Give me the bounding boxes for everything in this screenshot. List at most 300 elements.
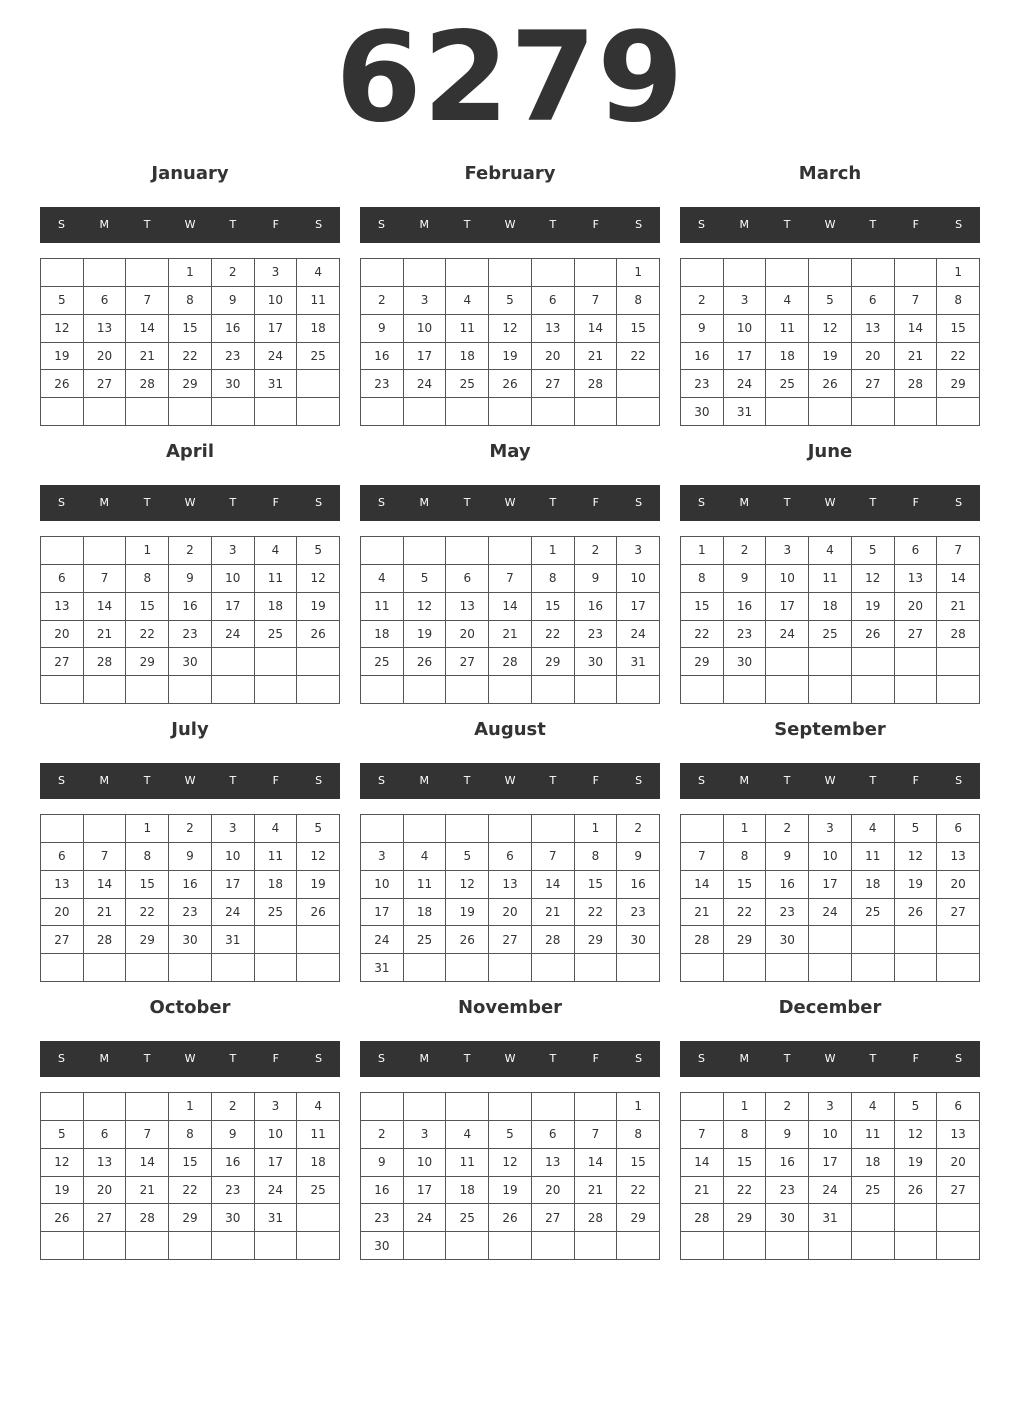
empty-day-cell xyxy=(852,1204,895,1232)
empty-day-cell xyxy=(809,676,852,704)
empty-day-cell xyxy=(724,1232,767,1260)
day-cell: 8 xyxy=(617,1121,660,1149)
day-cell: 2 xyxy=(212,259,255,287)
weekday-label: W xyxy=(184,218,196,231)
day-grid xyxy=(680,258,980,426)
day-cell: 16 xyxy=(766,871,809,899)
weekday-label: W xyxy=(184,496,196,509)
day-cell: 1 xyxy=(169,259,212,287)
weekday-label: S xyxy=(57,774,65,787)
day-cell: 22 xyxy=(169,343,212,371)
weekday-label: T xyxy=(549,774,557,787)
weekday-label: S xyxy=(315,218,323,231)
day-cell: 13 xyxy=(41,871,84,899)
weekday-label: T xyxy=(869,1052,877,1065)
day-cell: 26 xyxy=(297,899,340,927)
day-cell: 28 xyxy=(84,926,127,954)
day-cell: 10 xyxy=(404,315,447,343)
day-grid xyxy=(680,1092,980,1260)
day-cell: 4 xyxy=(361,565,404,593)
day-cell: 18 xyxy=(255,871,298,899)
empty-day-cell xyxy=(41,398,84,426)
day-cell: 28 xyxy=(895,370,938,398)
day-grid xyxy=(680,536,980,704)
day-cell: 17 xyxy=(404,343,447,371)
day-cell: 17 xyxy=(404,1177,447,1205)
day-cell: 25 xyxy=(255,621,298,649)
weekday-label: W xyxy=(504,1052,516,1065)
day-cell: 16 xyxy=(724,593,767,621)
day-cell: 15 xyxy=(937,315,980,343)
day-cell: 24 xyxy=(361,926,404,954)
day-cell: 10 xyxy=(766,565,809,593)
day-cell: 5 xyxy=(895,815,938,843)
day-cell: 26 xyxy=(895,1177,938,1205)
day-cell: 5 xyxy=(404,565,447,593)
day-cell: 24 xyxy=(255,343,298,371)
weekday-label: S xyxy=(377,496,385,509)
day-cell: 13 xyxy=(895,565,938,593)
weekday-label: T xyxy=(463,1052,471,1065)
day-cell: 19 xyxy=(895,1149,938,1177)
day-cell: 1 xyxy=(169,1093,212,1121)
weekday-label: T xyxy=(463,496,471,509)
weekday-label: M xyxy=(99,1052,110,1065)
weekday-label: T xyxy=(463,218,471,231)
empty-day-cell xyxy=(297,1204,340,1232)
day-cell: 22 xyxy=(126,621,169,649)
empty-day-cell xyxy=(489,676,532,704)
day-cell: 3 xyxy=(361,843,404,871)
empty-day-cell xyxy=(766,398,809,426)
empty-day-cell xyxy=(489,1093,532,1121)
day-cell: 23 xyxy=(361,1204,404,1232)
day-cell: 7 xyxy=(126,1121,169,1149)
empty-day-cell xyxy=(575,259,618,287)
day-cell: 27 xyxy=(446,648,489,676)
day-cell: 18 xyxy=(852,871,895,899)
empty-day-cell xyxy=(489,1232,532,1260)
day-cell: 14 xyxy=(937,565,980,593)
empty-day-cell xyxy=(361,676,404,704)
weekday-label: W xyxy=(504,774,516,787)
empty-day-cell xyxy=(255,398,298,426)
day-cell: 26 xyxy=(852,621,895,649)
day-cell: 20 xyxy=(41,621,84,649)
day-cell: 20 xyxy=(937,871,980,899)
day-cell: 1 xyxy=(126,537,169,565)
day-cell: 1 xyxy=(681,537,724,565)
weekday-label: W xyxy=(184,774,196,787)
weekday-label: S xyxy=(377,1052,385,1065)
day-cell: 14 xyxy=(532,871,575,899)
empty-day-cell xyxy=(212,398,255,426)
empty-day-cell xyxy=(532,676,575,704)
empty-day-cell xyxy=(169,676,212,704)
day-cell: 5 xyxy=(297,537,340,565)
day-cell: 20 xyxy=(852,343,895,371)
weekday-label: S xyxy=(955,496,963,509)
day-cell: 13 xyxy=(532,315,575,343)
day-cell: 19 xyxy=(404,621,447,649)
weekday-label: T xyxy=(869,218,877,231)
empty-day-cell xyxy=(489,537,532,565)
empty-day-cell xyxy=(809,398,852,426)
empty-day-cell xyxy=(489,259,532,287)
empty-day-cell xyxy=(404,398,447,426)
month-title: July xyxy=(171,719,209,740)
day-cell: 13 xyxy=(84,315,127,343)
month-title: August xyxy=(474,719,546,740)
empty-day-cell xyxy=(852,1232,895,1260)
day-cell: 25 xyxy=(297,343,340,371)
day-cell: 23 xyxy=(169,621,212,649)
weekday-label: S xyxy=(377,774,385,787)
day-cell: 14 xyxy=(84,593,127,621)
day-cell: 6 xyxy=(41,565,84,593)
day-cell: 21 xyxy=(575,343,618,371)
empty-day-cell xyxy=(126,1093,169,1121)
weekday-label: T xyxy=(549,1052,557,1065)
day-cell: 6 xyxy=(532,287,575,315)
day-cell: 9 xyxy=(212,287,255,315)
weekday-label: T xyxy=(229,218,237,231)
day-cell: 28 xyxy=(575,370,618,398)
empty-day-cell xyxy=(361,815,404,843)
empty-day-cell xyxy=(617,954,660,982)
weekday-header xyxy=(680,207,980,243)
day-cell: 22 xyxy=(617,343,660,371)
day-cell: 12 xyxy=(404,593,447,621)
day-grid xyxy=(40,258,340,426)
day-cell: 8 xyxy=(724,843,767,871)
day-cell: 11 xyxy=(255,843,298,871)
day-cell: 20 xyxy=(41,899,84,927)
weekday-label: W xyxy=(824,218,836,231)
weekday-label: F xyxy=(592,1052,599,1065)
day-cell: 9 xyxy=(169,565,212,593)
weekday-label: M xyxy=(99,774,110,787)
empty-day-cell xyxy=(681,1093,724,1121)
day-cell: 21 xyxy=(84,621,127,649)
day-cell: 24 xyxy=(212,621,255,649)
empty-day-cell xyxy=(404,954,447,982)
day-cell: 29 xyxy=(724,926,767,954)
day-cell: 25 xyxy=(766,370,809,398)
day-cell: 27 xyxy=(41,926,84,954)
day-cell: 13 xyxy=(41,593,84,621)
empty-day-cell xyxy=(255,676,298,704)
empty-day-cell xyxy=(255,648,298,676)
empty-day-cell xyxy=(361,537,404,565)
weekday-label: T xyxy=(869,774,877,787)
day-cell: 4 xyxy=(446,287,489,315)
empty-day-cell xyxy=(532,1093,575,1121)
weekday-label: F xyxy=(592,218,599,231)
day-cell: 20 xyxy=(84,343,127,371)
empty-day-cell xyxy=(895,954,938,982)
weekday-header xyxy=(680,485,980,521)
weekday-label: F xyxy=(592,774,599,787)
empty-day-cell xyxy=(895,1232,938,1260)
weekday-label: W xyxy=(824,1052,836,1065)
empty-day-cell xyxy=(489,398,532,426)
day-cell: 5 xyxy=(809,287,852,315)
empty-day-cell xyxy=(937,1204,980,1232)
weekday-label: M xyxy=(99,218,110,231)
weekday-label: F xyxy=(912,774,919,787)
weekday-label: T xyxy=(869,496,877,509)
empty-day-cell xyxy=(937,398,980,426)
empty-day-cell xyxy=(84,815,127,843)
day-cell: 8 xyxy=(681,565,724,593)
weekday-label: S xyxy=(955,1052,963,1065)
day-cell: 12 xyxy=(489,1149,532,1177)
day-cell: 28 xyxy=(84,648,127,676)
day-cell: 4 xyxy=(255,815,298,843)
empty-day-cell xyxy=(126,1232,169,1260)
day-cell: 12 xyxy=(41,1149,84,1177)
day-cell: 18 xyxy=(297,1149,340,1177)
empty-day-cell xyxy=(41,1093,84,1121)
weekday-label: F xyxy=(272,218,279,231)
day-cell: 4 xyxy=(446,1121,489,1149)
day-cell: 30 xyxy=(766,926,809,954)
empty-day-cell xyxy=(532,398,575,426)
day-cell: 16 xyxy=(212,1149,255,1177)
day-cell: 14 xyxy=(126,315,169,343)
weekday-label: S xyxy=(697,774,705,787)
weekday-label: S xyxy=(57,1052,65,1065)
month-title: April xyxy=(165,441,215,462)
empty-day-cell xyxy=(937,954,980,982)
day-cell: 2 xyxy=(724,537,767,565)
day-cell: 21 xyxy=(937,593,980,621)
day-cell: 2 xyxy=(617,815,660,843)
day-cell: 24 xyxy=(724,370,767,398)
day-cell: 3 xyxy=(255,1093,298,1121)
day-cell: 12 xyxy=(41,315,84,343)
empty-day-cell xyxy=(446,954,489,982)
month-title: January xyxy=(151,163,229,184)
day-cell: 12 xyxy=(297,843,340,871)
day-cell: 5 xyxy=(895,1093,938,1121)
day-cell: 23 xyxy=(169,899,212,927)
day-cell: 24 xyxy=(809,1177,852,1205)
empty-day-cell xyxy=(446,259,489,287)
day-cell: 22 xyxy=(724,899,767,927)
day-cell: 31 xyxy=(212,926,255,954)
day-cell: 22 xyxy=(575,899,618,927)
day-cell: 26 xyxy=(41,370,84,398)
day-cell: 26 xyxy=(809,370,852,398)
empty-day-cell xyxy=(297,648,340,676)
weekday-label: M xyxy=(739,218,750,231)
empty-day-cell xyxy=(84,954,127,982)
day-cell: 17 xyxy=(617,593,660,621)
day-cell: 12 xyxy=(895,843,938,871)
day-cell: 10 xyxy=(212,843,255,871)
weekday-label: F xyxy=(912,496,919,509)
day-cell: 10 xyxy=(404,1149,447,1177)
month-title: March xyxy=(798,163,862,184)
day-cell: 1 xyxy=(617,259,660,287)
day-cell: 6 xyxy=(84,287,127,315)
day-cell: 5 xyxy=(489,287,532,315)
empty-day-cell xyxy=(41,815,84,843)
day-cell: 22 xyxy=(681,621,724,649)
day-cell: 19 xyxy=(489,1177,532,1205)
day-cell: 19 xyxy=(446,899,489,927)
weekday-label: T xyxy=(783,774,791,787)
empty-day-cell xyxy=(297,954,340,982)
empty-day-cell xyxy=(937,926,980,954)
day-cell: 4 xyxy=(255,537,298,565)
day-cell: 28 xyxy=(126,370,169,398)
day-cell: 5 xyxy=(297,815,340,843)
day-cell: 27 xyxy=(489,926,532,954)
day-cell: 7 xyxy=(532,843,575,871)
day-cell: 6 xyxy=(446,565,489,593)
day-cell: 17 xyxy=(255,1149,298,1177)
day-cell: 28 xyxy=(937,621,980,649)
weekday-label: F xyxy=(912,1052,919,1065)
empty-day-cell xyxy=(852,676,895,704)
weekday-header xyxy=(680,1041,980,1077)
empty-day-cell xyxy=(84,676,127,704)
day-cell: 14 xyxy=(489,593,532,621)
empty-day-cell xyxy=(532,259,575,287)
day-cell: 2 xyxy=(766,815,809,843)
day-cell: 16 xyxy=(361,343,404,371)
weekday-header xyxy=(40,1041,340,1077)
day-cell: 7 xyxy=(84,565,127,593)
day-cell: 21 xyxy=(681,1177,724,1205)
day-cell: 3 xyxy=(617,537,660,565)
day-cell: 9 xyxy=(169,843,212,871)
day-cell: 14 xyxy=(895,315,938,343)
day-cell: 20 xyxy=(446,621,489,649)
day-cell: 26 xyxy=(489,1204,532,1232)
weekday-label: M xyxy=(739,774,750,787)
day-cell: 15 xyxy=(169,1149,212,1177)
day-grid xyxy=(680,814,980,982)
day-cell: 12 xyxy=(446,871,489,899)
day-cell: 14 xyxy=(84,871,127,899)
month-title: February xyxy=(464,163,556,184)
day-cell: 16 xyxy=(361,1177,404,1205)
day-cell: 11 xyxy=(446,315,489,343)
empty-day-cell xyxy=(212,648,255,676)
day-cell: 10 xyxy=(809,1121,852,1149)
empty-day-cell xyxy=(895,398,938,426)
empty-day-cell xyxy=(169,1232,212,1260)
day-cell: 26 xyxy=(446,926,489,954)
weekday-header xyxy=(680,763,980,799)
day-cell: 20 xyxy=(937,1149,980,1177)
empty-day-cell xyxy=(809,1232,852,1260)
day-cell: 13 xyxy=(446,593,489,621)
weekday-label: S xyxy=(635,774,643,787)
day-cell: 2 xyxy=(361,1121,404,1149)
empty-day-cell xyxy=(681,815,724,843)
weekday-label: M xyxy=(419,774,430,787)
day-cell: 12 xyxy=(852,565,895,593)
day-cell: 6 xyxy=(41,843,84,871)
day-cell: 3 xyxy=(212,537,255,565)
day-cell: 25 xyxy=(361,648,404,676)
day-cell: 28 xyxy=(575,1204,618,1232)
day-cell: 6 xyxy=(84,1121,127,1149)
day-cell: 19 xyxy=(852,593,895,621)
weekday-label: F xyxy=(272,774,279,787)
day-cell: 24 xyxy=(404,1204,447,1232)
day-cell: 10 xyxy=(255,1121,298,1149)
day-cell: 6 xyxy=(489,843,532,871)
weekday-label: T xyxy=(143,218,151,231)
weekday-label: F xyxy=(272,1052,279,1065)
weekday-label: M xyxy=(739,496,750,509)
weekday-label: T xyxy=(143,1052,151,1065)
day-cell: 29 xyxy=(169,370,212,398)
day-grid xyxy=(360,536,660,704)
day-cell: 11 xyxy=(255,565,298,593)
day-cell: 16 xyxy=(681,343,724,371)
day-cell: 17 xyxy=(809,1149,852,1177)
day-cell: 20 xyxy=(532,343,575,371)
day-cell: 21 xyxy=(532,899,575,927)
weekday-label: S xyxy=(635,496,643,509)
day-cell: 9 xyxy=(361,1149,404,1177)
day-cell: 1 xyxy=(575,815,618,843)
day-cell: 25 xyxy=(852,899,895,927)
day-cell: 2 xyxy=(766,1093,809,1121)
day-cell: 23 xyxy=(617,899,660,927)
empty-day-cell xyxy=(681,1232,724,1260)
day-cell: 13 xyxy=(489,871,532,899)
weekday-label: T xyxy=(143,496,151,509)
weekday-header xyxy=(40,207,340,243)
day-cell: 3 xyxy=(255,259,298,287)
day-cell: 27 xyxy=(41,648,84,676)
empty-day-cell xyxy=(532,954,575,982)
empty-day-cell xyxy=(404,1232,447,1260)
day-cell: 23 xyxy=(724,621,767,649)
day-cell: 20 xyxy=(895,593,938,621)
day-cell: 11 xyxy=(446,1149,489,1177)
day-cell: 13 xyxy=(532,1149,575,1177)
empty-day-cell xyxy=(895,926,938,954)
day-cell: 30 xyxy=(361,1232,404,1260)
day-cell: 7 xyxy=(489,565,532,593)
empty-day-cell xyxy=(617,370,660,398)
day-cell: 18 xyxy=(404,899,447,927)
day-cell: 4 xyxy=(766,287,809,315)
day-cell: 8 xyxy=(724,1121,767,1149)
day-cell: 19 xyxy=(895,871,938,899)
day-cell: 19 xyxy=(297,871,340,899)
day-grid xyxy=(40,814,340,982)
day-cell: 22 xyxy=(937,343,980,371)
empty-day-cell xyxy=(766,648,809,676)
weekday-header xyxy=(360,1041,660,1077)
empty-day-cell xyxy=(297,370,340,398)
day-cell: 29 xyxy=(532,648,575,676)
day-cell: 9 xyxy=(766,843,809,871)
weekday-label: T xyxy=(229,1052,237,1065)
day-cell: 8 xyxy=(532,565,575,593)
weekday-header xyxy=(360,207,660,243)
